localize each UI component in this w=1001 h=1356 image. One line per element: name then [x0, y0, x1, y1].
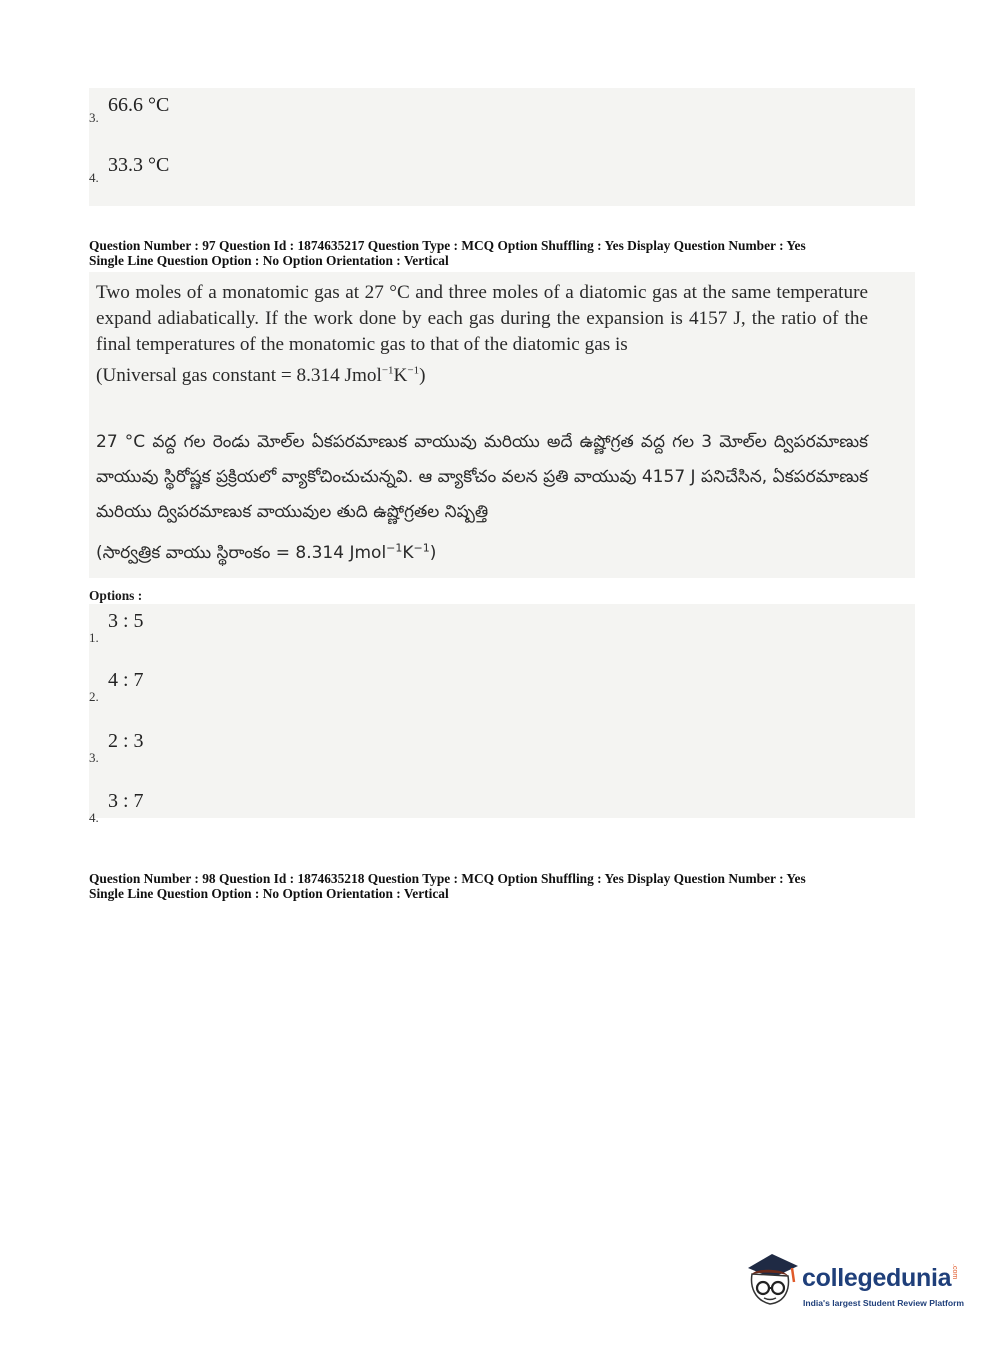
question-text-telugu [96, 425, 868, 571]
option-number: 3. [89, 110, 99, 125]
question-meta-line1: Question Number : 97 Question Id : 1874635217 Question Type : MCQ Option Shuffling : Yes Display Question Number : Yes [89, 238, 806, 253]
prev-option-3 [89, 94, 289, 134]
option-1 [89, 610, 289, 650]
gas-constant-english: (Universal gas constant = 8.314 $Jmol^{-1}K^{-1}$) [96, 365, 426, 387]
option-value: 3 : 5 [108, 610, 144, 632]
option-number: 2. [89, 689, 99, 704]
option-3 [89, 730, 289, 770]
logo-brand: collegedunia [802, 1264, 952, 1292]
question-meta-line2: Single Line Question Option : No Option Orientation : Vertical [89, 253, 449, 268]
option-number: 4. [89, 170, 99, 185]
question-meta [89, 238, 806, 268]
option-number: 4. [89, 810, 99, 825]
question-text-english [96, 280, 868, 389]
option-4 [89, 790, 289, 830]
logo-domain: .com [951, 1264, 959, 1280]
option-value: 66.6 °C [108, 94, 170, 116]
option-number: 1. [89, 630, 99, 645]
question-meta-98 [89, 871, 806, 901]
question-english-main: Two moles of a monatomic gas at 27 °C and three moles of a diatomic gas at the same temperature expand adiabatically. If the work done by each gas during the expansion is 4157 J, the ratio of the final temperatures of the monatomic gas to that of the diatomic gas is [96, 282, 868, 355]
option-number: 3. [89, 750, 99, 765]
option-value: 2 : 3 [108, 730, 144, 752]
options-label: Options : [89, 588, 143, 603]
logo-tagline: India's largest Student Review Platform [803, 1298, 965, 1308]
option-value: 4 : 7 [108, 669, 144, 691]
prev-option-4 [89, 154, 289, 194]
option-value: 3 : 7 [108, 790, 144, 812]
option-value: 33.3 °C [108, 154, 170, 176]
question-telugu-main: 27 °C వద్ద గల రెండు మోల్‌ల ఏకపరమాణుక వాయువు మరియు అదే ఉష్ణోగ్రత వద్ద గల 3 మోల్‌ల ద్విపరమాణుక వాయువు స్థిరోష్ణక ప్రక్రియలో వ్యాకోచించుచున్నవి. ఆ వ్యాకోచం వలన ప్రతి వాయువు 4157 J పనిచేసిన, ఏకపరమాణుక మరియు ద్విపరమాణుక వాయువుల తుది ఉష్ణోగ్రతల నిష్పత్తి [96, 432, 868, 522]
question-body [89, 272, 915, 578]
logo-wordmark [802, 1264, 958, 1293]
collegedunia-logo[interactable] [742, 1250, 972, 1320]
option-2 [89, 669, 289, 709]
question-meta-line2: Single Line Question Option : No Option Orientation : Vertical [89, 886, 449, 901]
gas-constant-telugu: (సార్వత్రిక వాయు స్థిరాంకం = 8.314 $Jmol^{-1}K^{-1}$) [96, 541, 437, 563]
mascot-icon [742, 1250, 800, 1312]
question-meta-line1: Question Number : 98 Question Id : 1874635218 Question Type : MCQ Option Shuffling : Yes Display Question Number : Yes [89, 871, 806, 886]
